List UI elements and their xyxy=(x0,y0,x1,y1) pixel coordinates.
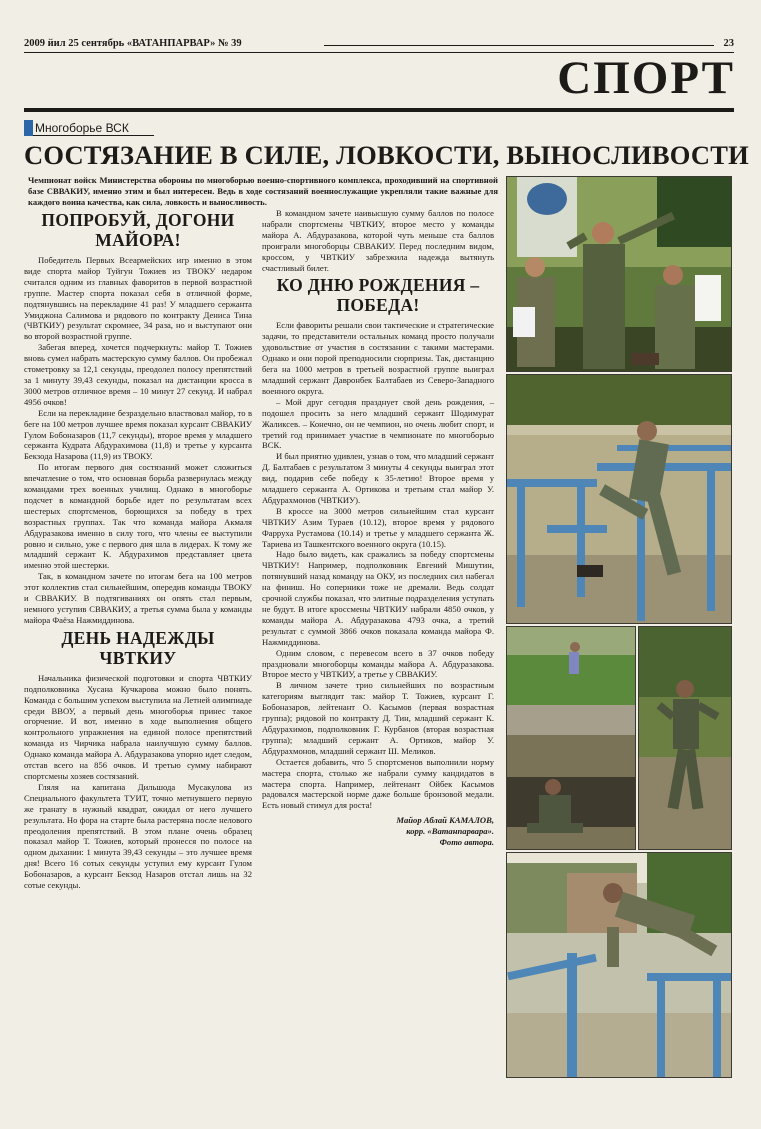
paragraph: В кроссе на 3000 метров сильнейшим стал курсант ЧВТКИУ Азим Тураев (10.12), второе время у рядового Фарруха Рустамова (10.14) и третье у младшего сержанта Ж. Тариева из Ташкентского военного округа (10.15). xyxy=(262,505,494,549)
rubric xyxy=(24,120,154,136)
article-lead: Чемпионат войск Министерства обороны по многоборью военно-спортивного комплекса, проходивший на спортивной базе СВВАКИУ, именно этим и был интересен. Ведь в ходе состязаний военнослужащие укрепляли такие важные для каждого воина качества, как сила, ловкость и выносливость. xyxy=(28,175,498,207)
paragraph: Гляля на капитана Дильшода Мусакулова из Специального факультета ТУИТ, точно метнувшего первую же гранату в нужный квадрат, ожидал от него лучшего результата. Но фора на старте была растеряна после нелового преодоления препятствий. В этом плане очень образец показал майор Т. Тожиев, который пронесся по полосе на одном дыхании: 1 минута 39,43 секунды – это лучшее время дня! Всего 16 сотых секунды уступил ему курсант Гулом Бобоназаров, а курсант Бекзод Назаров отстал лишь на 32 сотые секунды. xyxy=(24,781,252,891)
page-number: 23 xyxy=(723,38,734,49)
paragraph: Одним словом, с перевесом всего в 37 очков победу праздновали многоборцы команды майора А. Абдуразакова. Второе место у ЧВТКИУ, а третье у СВВАКИУ. xyxy=(262,647,494,680)
photo-running-soldier xyxy=(638,626,732,850)
subhead-birthday: КО ДНЮ РОЖДЕНИЯ – ПОБЕДА! xyxy=(276,275,480,316)
paragraph: Надо было видеть, как сражались за победу спортсмены ЧВТКИУ! Например, подполковник Евгений Мишутин, потянувший назад команду на ОКУ, из последних сил набегал на финиш. Но соперники тоже не дремали. Ведь солдат срочной службы показал, что элитные подразделения уступать не будут. В итоге кроссмены ЧВТКИУ набрали 4850 очков, у команды майора А. Абдуразакова 4793 очка, а третий результат с суммой 3866 очков показала команда майора Ф. Нажмиддинова. xyxy=(262,549,494,647)
photo-hurdle-jump xyxy=(506,852,732,1078)
subhead-major: ПОПРОБУЙ, ДОГОНИ МАЙОРА! xyxy=(41,210,235,250)
paragraph: Начальника физической подготовки и спорта ЧВТКИУ подполковника Хусана Кучкарова можно было понять. Команда с большим успехом выступила на Летней олимпиаде среди ВВОУ, а первый день многоборья принес такое огорчение. И вот, именно в ходе выполнения общего контрольного упражнения на единой полосе препятствий команда из Чирчика набрала наилучшую сумму баллов. Однако команда майора А. Абдуразакова упорно идет следом, отстав всего на 856 очков. И третью сумму набирают спортсмены хозяев состязаний. xyxy=(24,672,252,781)
photo-obstacle-course-bars xyxy=(506,374,732,624)
paragraph: По итогам первого дня состязаний может сложиться впечатление о том, что основная борьба развернулась между командами трех военных училищ. Однако в многоборье подсчет в командной борьбе идет по результатам всех шестерых спортсменов, борющихся за победу в трех возрастных группах. Так что команда майора Акмаля Абдуразакова именно в силу того, что члены ее выступили ровно и сильно, уже с первого дня шла в лидерах. К тому же младший сержант К. Абдурахимов представляет цвета именно этой шестерки. xyxy=(24,462,252,571)
paragraph: Если фавориты решали свои тактические и стратегические задачи, то представители остальных команд просто получали удовольствие от участия в состязании с такими мастерами. Однако и они порой преподносили сюрпризы. Так, дистанцию бега на 1000 метров в третьей возрастной группе выиграл младший сержант Давронбек Балтабаев из Северо-Западного военного округа. xyxy=(262,320,494,396)
photo-winners-podium xyxy=(506,176,732,372)
running-header xyxy=(24,37,734,51)
rubric-label: Многоборье ВСК xyxy=(35,121,129,135)
rubric-marker xyxy=(24,120,33,136)
byline-photo-credit: Фото автора. xyxy=(439,837,494,848)
subhead-hope-day: ДЕНЬ НАДЕЖДЫ ЧВТКИУ xyxy=(61,627,215,668)
paragraph: Так, в командном зачете по итогам бега на 100 метров этот коллектив стал сильнейшим, опередив команды ТВОКУ и СВВАКИУ. В подтягиваниях он опять стал первым, немного уступив СВВАКИУ, а третья сумма была у команды майора Фаёза Нажмиддинова. xyxy=(24,571,252,625)
paragraph: В личном зачете трио сильнейших по возрастным категориям выглядит так: майор Т. Тожиев, курсант Г. Бобоназаров, лейтенант О. Касымов (первая возрастная группа); рядовой по контракту Д. Тин, младший сержант К. Абдурахимов, подполковник Г. Курбанов (вторая возрастная группа); младший сержант А. Ортиков, майор У. Абдурахмонов, младший сержант Ш. Меликов. xyxy=(262,680,494,756)
photo-sprint-and-trench xyxy=(506,626,636,850)
paragraph: Забегая вперед, хочется подчеркнуть: майор Т. Тожиев вновь сумел набрать мастерскую сумму баллов. Он пробежал стометровку за 12,1 секунды, преодолел полосу препятствий за 1 минуту 39,43 секунды, показал на дистанции кросса в 3000 метров отличное время – 10 минут 27 секунд. И набрал 4956 очков! xyxy=(24,342,252,407)
byline xyxy=(262,815,494,848)
paragraph: И был приятно удивлен, узнав о том, что младший сержант Д. Балтабаев с результатом 3 минуты 4 секунды выиграл этот вид, подарив себе победу к 35-летию! Второе время у младшего сержанта А. Ортикова и третьим стал майор У. Абдурахмонов (ЧВТКИУ). xyxy=(262,451,494,505)
section-title: СПОРТ xyxy=(557,52,735,104)
paragraph: Если на перекладине безраздельно властвовал майор, то в беге на 100 метров лучшее время показал курсант СВВАКИУ Гулом Бобоназаров (11,7 секунды), второе время у младшего сержанта Кудрата Абдурахимова (11,8) и третье у курсанта Бекзода Назарова (11,9) из ТВОКУ. xyxy=(24,407,252,462)
paragraph: Победитель Первых Всеармейских игр именно в этом виде спорта майор Туйгун Тожиев из ТВОКУ недаром считался одним из главных фаворитов в первой возрастной группе. Мастер спорта показал себя в отличной форме, подтянувшись на перекладине 41 раз! У младшего сержанта Умиджона Салимова и рядового по контракту Дениса Тина (ЧВТКИУ) результат скромнее, 34 раза, но и выступают они во второй возрастной группе. xyxy=(24,255,252,342)
text-column-2 xyxy=(262,208,494,848)
paragraph: В командном зачете наивысшую сумму баллов по полосе набрали спортсмены ЧВТКИУ, второе место у команды майора А. Абдуразакова, которой чуть меньше ста баллов проиграли многоборцы СВВАКИУ. Перед последним видом, кроссом, у ЧВТКИУ забрезжила надежда вытянуть счастливый билет. xyxy=(262,208,494,273)
header-rule-thick xyxy=(24,108,734,112)
header-divider xyxy=(324,45,714,46)
paragraph: – Мой друг сегодня празднует свой день рождения, – подошел просить за него младший сержант Шодимурат Жаликсев. – Конечно, он не чемпион, но очень любит спорт, и третий год принимает участие в чемпионате по многоборью ВСК. xyxy=(262,396,494,451)
article-headline: СОСТЯЗАНИЕ В СИЛЕ, ЛОВКОСТИ, ВЫНОСЛИВОСТИ xyxy=(24,140,749,170)
paragraph: Остается добавить, что 5 спортсменов выполнили норму мастера спорта, столько же набрали сумму кандидатов в мастера спорта. Например, лейтенант Ойбек Касымов радовался мастерской норме даже больше бронзовой медали. Есть новый стимул для роста! xyxy=(262,756,494,811)
byline-outlet: корр. «Ватанпарвара». xyxy=(406,826,494,837)
issue-line: 2009 йил 25 сентябрь «ВАТАНПАРВАР» № 39 xyxy=(24,38,242,49)
text-column-1 xyxy=(24,208,252,891)
byline-author: Майор Аблай КАМАЛОВ, xyxy=(396,815,494,826)
